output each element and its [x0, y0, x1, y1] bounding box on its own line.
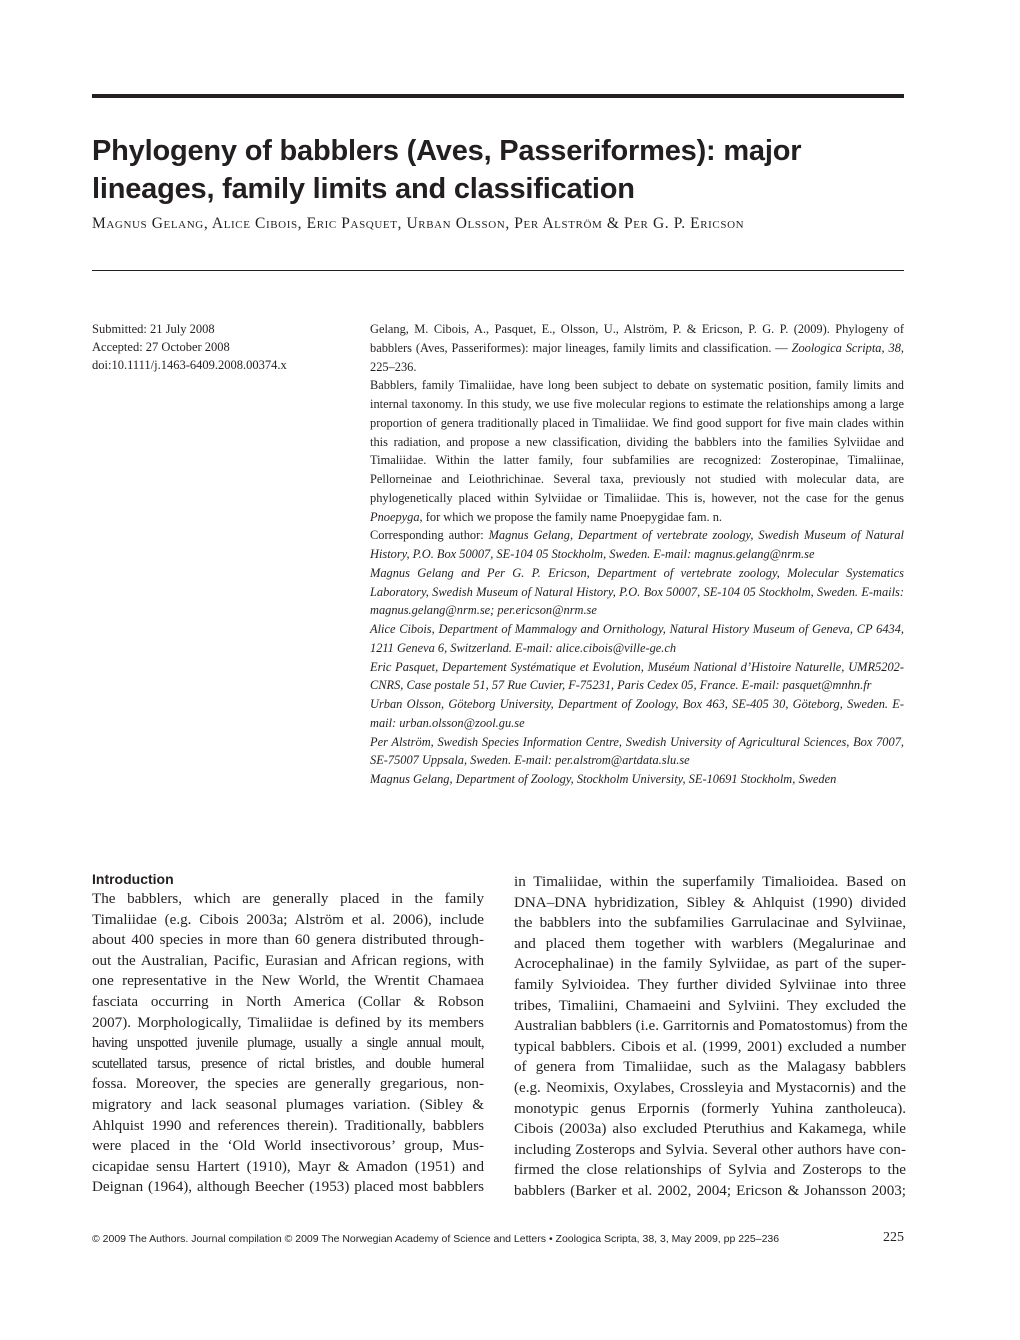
- text-line: Ahlquist 1990 and references therein). Traditionally, babblers: [92, 1117, 484, 1134]
- author-address: Eric Pasquet, Departement Systématique et Evolution, Muséum National d’Histoire Naturelle, UMR5202-CNRS, Case postale 51, 57 Rue Cuvier, F-75231, Paris Cedex 05, France. E-mail: pasquet@mnhn.fr: [370, 659, 904, 693]
- author-address: Magnus Gelang, Department of Zoology, Stockholm University, SE-10691 Stockholm, Sweden: [370, 772, 837, 786]
- author-list: Magnus Gelang, Alice Cibois, Eric Pasquet, Urban Olsson, Per Alström & Per G. P. Ericson: [92, 215, 745, 232]
- text-line: firmed the close relationships of Sylvia and Zosterops to the: [514, 1162, 906, 1179]
- text-line: of genera from Timaliidae, such as the Malagasy babblers: [514, 1059, 906, 1076]
- abstract-genus: Pnoepyga: [370, 509, 420, 524]
- abstract-body: [370, 376, 904, 526]
- citation-text: Gelang, M. Cibois, A., Pasquet, E., Olsson, U., Alström, P. & Ericson, P. G. P. (2009). Phylogeny of babblers (Aves, Passeriformes): major lineages, family limits and classification. —: [370, 322, 904, 355]
- text-line: in Timaliidae, within the superfamily Timalioidea. Based on: [514, 874, 906, 890]
- text-line: were placed in the ‘Old World insectivorous’ group, Mus-: [92, 1138, 484, 1155]
- text-line: and placed them together with warblers (Megalurinae and: [514, 935, 906, 952]
- text-line: Timaliidae (e.g. Cibois 2003a; Alström et al. 2006), include: [92, 911, 484, 928]
- text-line: cicapidae sensu Hartert (1910), Mayr & Amadon (1951) and: [92, 1158, 484, 1175]
- text-line: typical babblers. Cibois et al. (1999, 2001) excluded a number: [514, 1038, 906, 1055]
- citation: [370, 320, 904, 376]
- author-address: Per Alström, Swedish Species Information Centre, Swedish University of Agricultural Sciences, Box 7007, SE-75007 Uppsala, Sweden. E-mail: per.alstrom@artdata.slu.se: [370, 734, 904, 768]
- text-line: having unspotted juvenile plumage, usually a single annual moult,: [92, 1035, 484, 1052]
- text-line: Cibois (2003a) also excluded Pteruthius and Kakamega, while: [514, 1121, 906, 1138]
- citation-pages: , 225–236.: [370, 340, 904, 374]
- text-line: babblers (Barker et al. 2002, 2004; Ericson & Johansson 2003;: [514, 1182, 906, 1199]
- text-line: fossa. Moreover, the species are generally gregarious, non-: [92, 1076, 484, 1093]
- author-address: Magnus Gelang and Per G. P. Ericson, Department of vertebrate zoology, Molecular Systematics Laboratory, Swedish Museum of Natural History, P.O. Box 50007, SE-104 05 Stockholm, Sweden. E-mails: magnus.gelang@nrm.se; per.ericson@nrm.se: [370, 565, 904, 618]
- corresponding-address: Magnus Gelang, Department of vertebrate zoology, Swedish Museum of Natural History, P.O. Box 50007, SE-104 05 Stockholm, Sweden. E-mail: magnus.gelang@nrm.se: [370, 528, 904, 561]
- article-title: Phylogeny of babblers (Aves, Passeriformes): major lineages, family limits and classification: [92, 135, 802, 205]
- top-rule: [92, 94, 904, 98]
- doi-link[interactable]: doi:10.1111/j.1463-6409.2008.00374.x: [92, 358, 287, 372]
- text-line: scutellated tarsus, presence of rictal bristles, and double humeral: [92, 1055, 484, 1072]
- text-line: Australian babblers (i.e. Garritornis and Pomatostomus) from the: [514, 1018, 908, 1035]
- text-line: one representative in the New World, the Wrentit Chamaea: [92, 973, 484, 990]
- text-line: out the Australian, Pacific, Eurasian and African regions, with: [92, 952, 484, 969]
- text-line: monotypic genus Erpornis (formerly Yuhina zantholeuca).: [514, 1100, 906, 1117]
- corresponding-label: Corresponding author:: [370, 528, 489, 543]
- intro-column-right: [514, 872, 906, 1202]
- abstract-text: Babblers, family Timaliidae, have long been subject to debate on systematic position, family limits and internal taxonomy. In this study, we use five molecular regions to estimate the relationships among a large proportion of genera traditionally placed in Timaliidae. We find good support for five main clades within this radiation, and propose a new classification, dividing the babblers into the families Sylviidae and Timaliidae. Within the latter family, four subfamilies are recognized: Zosteropinae, Timaliinae, Pellorneinae and Leiothrichinae. Several taxa, previously not studied with molecular data, are phylogenetically placed within Sylviidae or Timaliidae. This is, however, not the case for the genus: [370, 378, 904, 505]
- accepted-date: Accepted: 27 October 2008: [92, 340, 230, 354]
- submitted-date: Submitted: 21 July 2008: [92, 322, 215, 336]
- text-line: including Zosterops and Sylvia. Several other authors have con-: [514, 1141, 906, 1158]
- citation-volume: , 38: [881, 340, 901, 355]
- intro-column-left: [92, 869, 484, 1198]
- header-divider: [92, 270, 904, 271]
- text-line: Acrocephalinae) in the family Sylviidae, as part of the super-: [514, 956, 906, 973]
- text-line: The babblers, which are generally placed in the family: [92, 891, 484, 907]
- text-line: family Sylvioidea. They further divided Sylviinae into three: [514, 976, 906, 993]
- text-line: the babblers into the subfamilies Garrulacinae and Sylviinae,: [514, 915, 906, 932]
- page-footer: [92, 1230, 904, 1245]
- copyright-line: © 2009 The Authors. Journal compilation © 2009 The Norwegian Academy of Science and Letters • Zoologica Scripta, 38, 3, May 2009, pp 225–236: [92, 1233, 780, 1245]
- article-metadata: [92, 320, 342, 374]
- citation-journal: Zoologica Scripta: [791, 340, 882, 355]
- text-line: (e.g. Neomixis, Oxylabes, Crossleyia and Mystacornis) and the: [514, 1079, 906, 1096]
- author-address: Alice Cibois, Department of Mammalogy and Ornithology, Natural History Museum of Geneva, CP 6434, 1211 Geneva 6, Switzerland. E-mail: alice.cibois@ville-ge.ch: [370, 622, 904, 655]
- text-line: tribes, Timaliini, Chamaeini and Sylviini. They excluded the: [514, 997, 906, 1014]
- author-address: Urban Olsson, Göteborg University, Department of Zoology, Box 463, SE-405 30, Göteborg, Sweden. E-mail: urban.olsson@zool.gu.se: [370, 697, 904, 730]
- page-number: 225: [883, 1230, 904, 1245]
- abstract: [370, 320, 904, 789]
- text-line: about 400 species in more than 60 genera distributed through-: [92, 932, 484, 949]
- text-line: fasciata occurring in North America (Collar & Robson: [92, 993, 484, 1010]
- section-heading: Introduction: [92, 871, 174, 887]
- text-line: migratory and lack seasonal plumages variation. (Sibley &: [92, 1096, 484, 1113]
- text-line: DNA–DNA hybridization, Sibley & Ahlquist (1990) divided: [514, 894, 906, 911]
- text-line: 2007). Morphologically, Timaliidae is defined by its members: [92, 1014, 484, 1031]
- corresponding-author: [370, 526, 904, 564]
- text-line: Deignan (1964), although Beecher (1953) placed most babblers: [92, 1179, 484, 1196]
- abstract-text-end: , for which we propose the family name Pnoepygidae fam. n.: [419, 509, 722, 524]
